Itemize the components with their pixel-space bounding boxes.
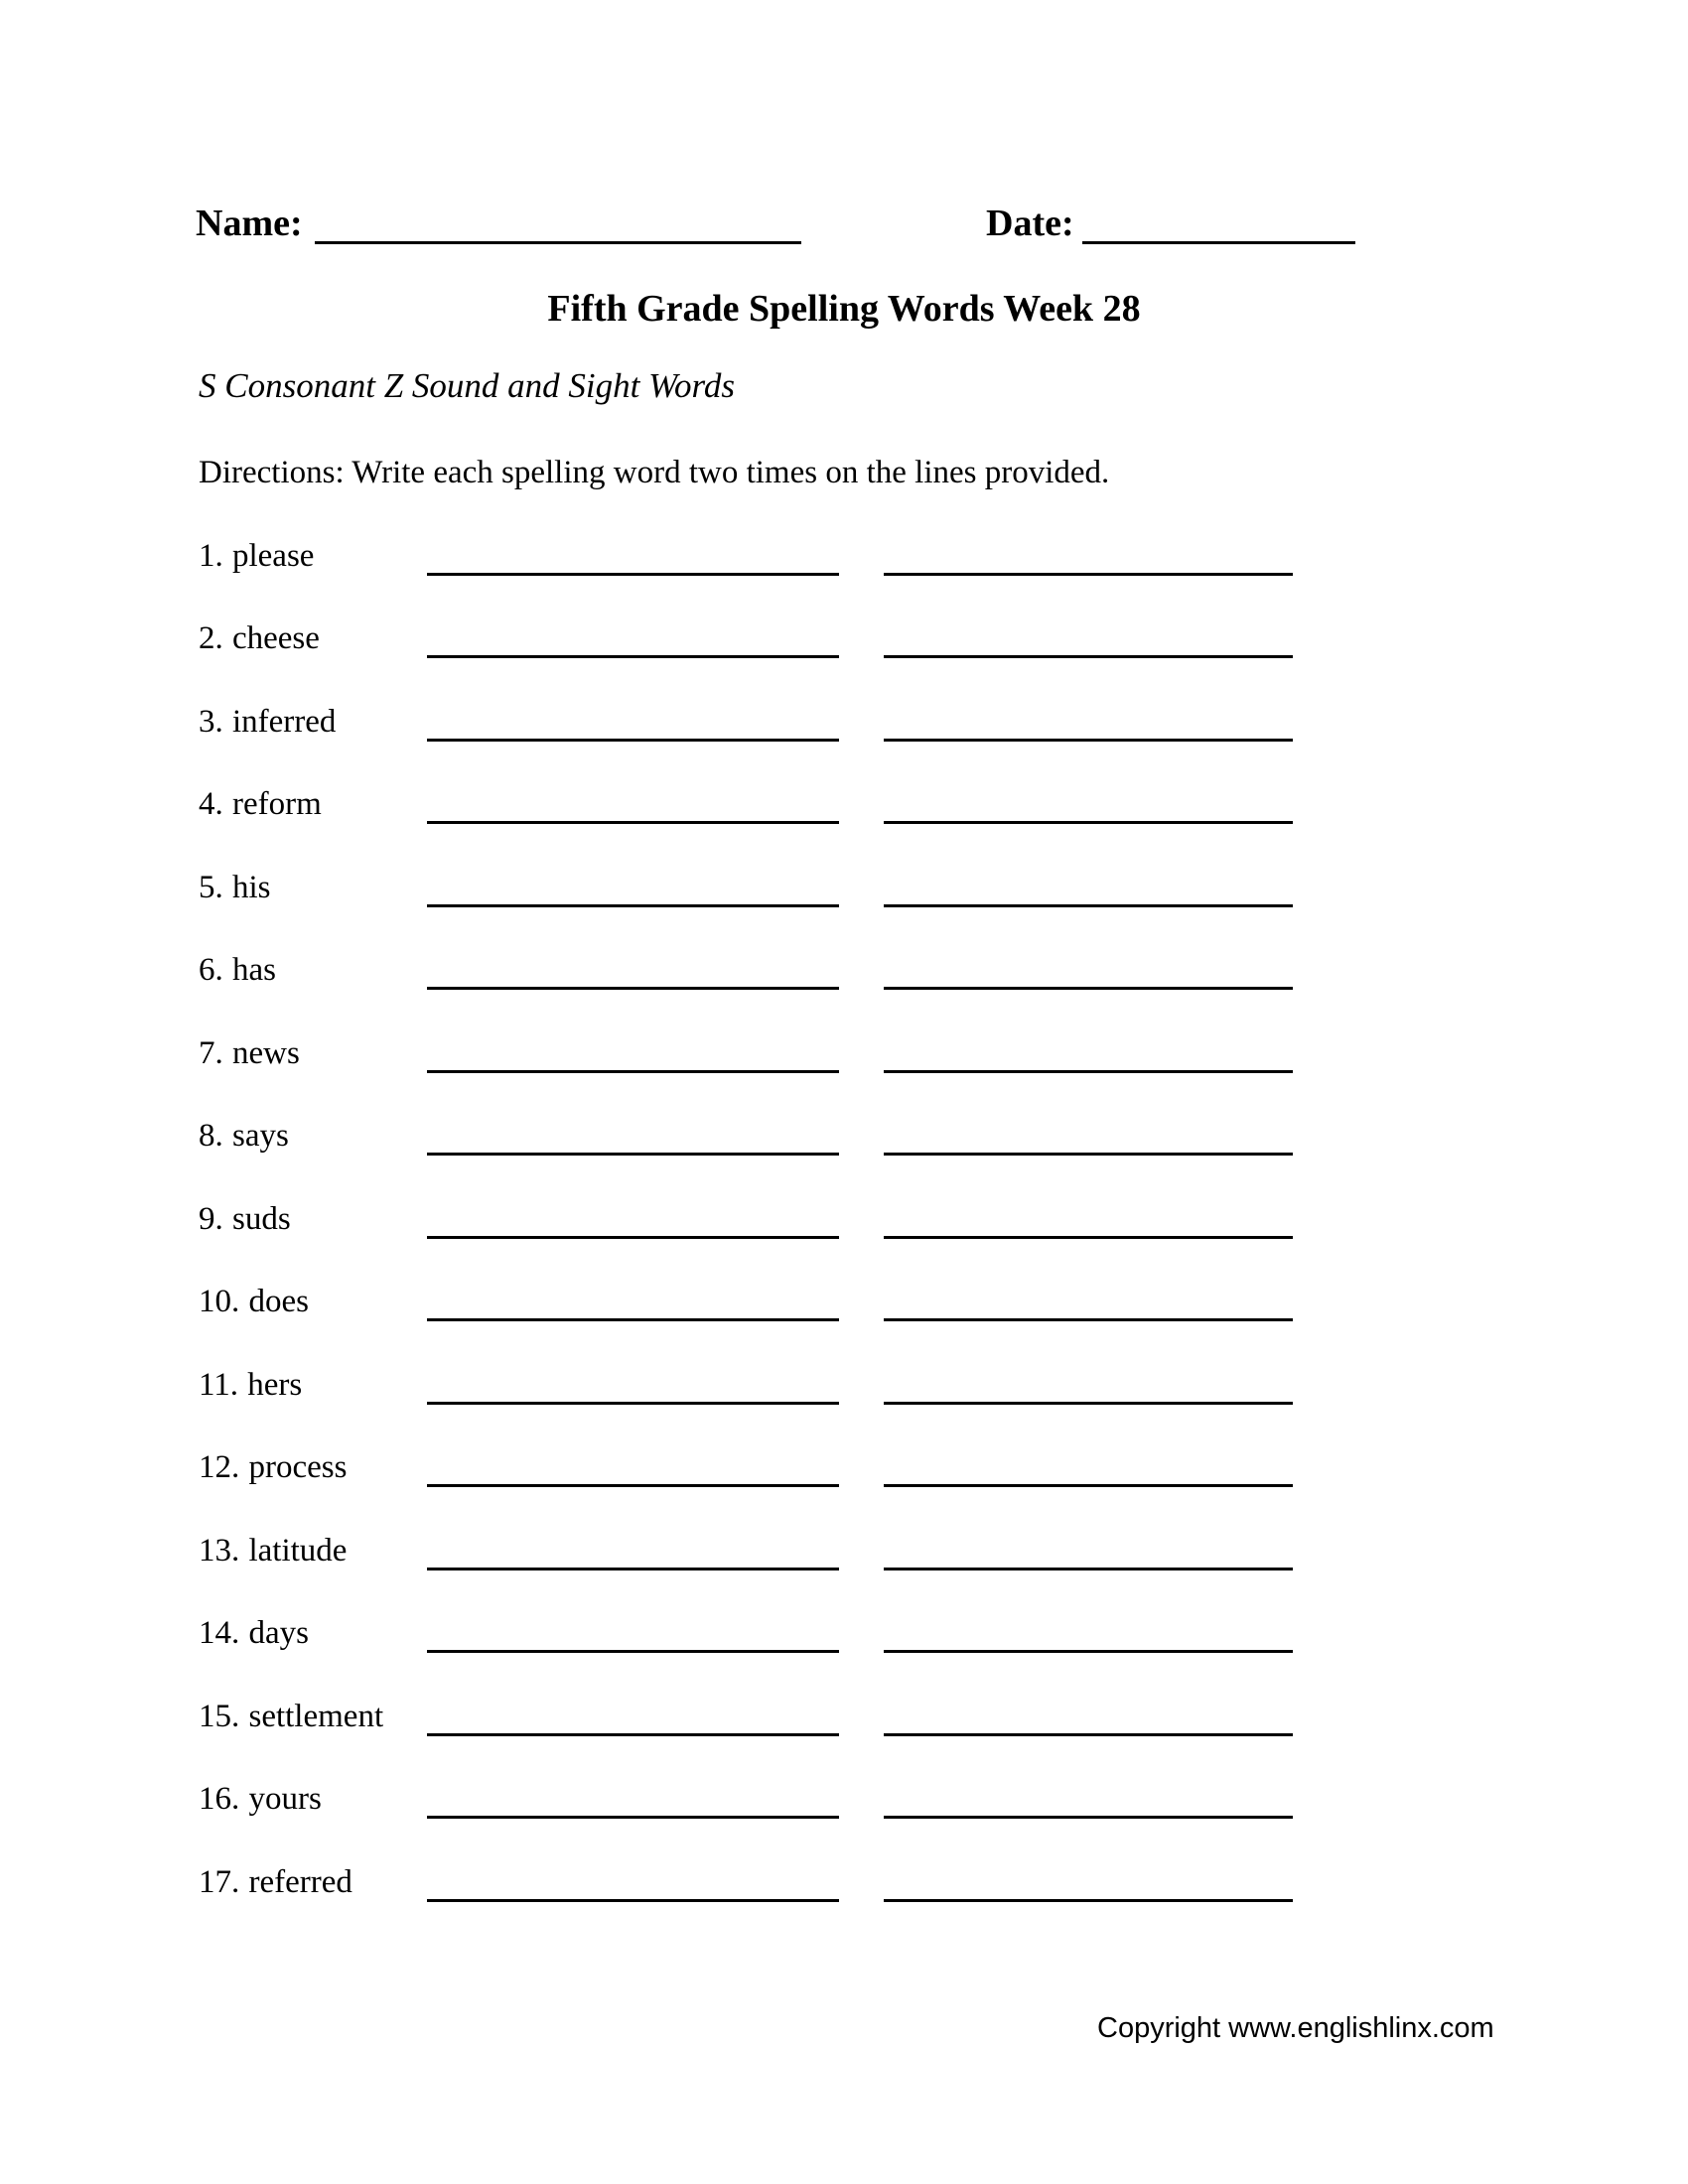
word-label <box>199 1781 427 1819</box>
spelling-word: cheese <box>231 620 320 657</box>
name-label: Name: <box>196 203 303 244</box>
word-number: 14. <box>199 1615 240 1652</box>
spelling-word: settlement <box>248 1698 384 1734</box>
word-label <box>199 1367 427 1405</box>
page-title: Fifth Grade Spelling Words Week 28 <box>547 288 1141 330</box>
word-label <box>199 620 427 658</box>
word-label <box>199 786 427 824</box>
spelling-word: process <box>248 1449 348 1486</box>
word-number: 10. <box>199 1284 240 1320</box>
lesson-subtitle: S Consonant Z Sound and Sight Words <box>199 366 735 405</box>
practice-line-1 <box>427 655 839 658</box>
word-row <box>199 1487 1331 1570</box>
practice-line-2 <box>884 1733 1293 1736</box>
word-label <box>199 952 427 990</box>
practice-line-1 <box>427 904 839 907</box>
practice-line-2 <box>884 1650 1293 1653</box>
word-row <box>199 658 1331 742</box>
practice-line-2 <box>884 1484 1293 1487</box>
word-row <box>199 492 1331 576</box>
spelling-word: latitude <box>248 1532 348 1569</box>
practice-line-2 <box>884 1236 1293 1239</box>
practice-line-1 <box>427 821 839 824</box>
practice-line-2 <box>884 987 1293 990</box>
word-row <box>199 742 1331 825</box>
word-number: 9. <box>199 1200 223 1237</box>
word-row <box>199 1736 1331 1820</box>
practice-line-2 <box>884 1816 1293 1819</box>
practice-line-1 <box>427 1153 839 1156</box>
practice-line-1 <box>427 1484 839 1487</box>
word-number: 6. <box>199 952 223 989</box>
word-label <box>199 1533 427 1570</box>
spelling-word-list <box>199 492 1331 1902</box>
word-label <box>199 1449 427 1487</box>
word-label <box>199 1118 427 1156</box>
word-number: 4. <box>199 786 223 823</box>
word-label <box>199 1615 427 1653</box>
spelling-word: inferred <box>231 703 337 740</box>
practice-line-1 <box>427 1402 839 1405</box>
word-row <box>199 824 1331 907</box>
spelling-word: news <box>231 1034 300 1071</box>
word-label <box>199 1035 427 1073</box>
practice-line-1 <box>427 1899 839 1902</box>
word-row <box>199 990 1331 1073</box>
word-number: 3. <box>199 703 223 740</box>
practice-line-2 <box>884 655 1293 658</box>
word-number: 7. <box>199 1034 223 1071</box>
practice-line-1 <box>427 573 839 576</box>
practice-line-2 <box>884 739 1293 742</box>
word-number: 8. <box>199 1118 223 1155</box>
practice-line-2 <box>884 1153 1293 1156</box>
practice-line-1 <box>427 987 839 990</box>
practice-line-1 <box>427 739 839 742</box>
practice-line-2 <box>884 1070 1293 1073</box>
practice-line-2 <box>884 821 1293 824</box>
word-number: 11. <box>199 1366 239 1403</box>
date-blank-line <box>1082 241 1355 244</box>
practice-line-2 <box>884 1899 1293 1902</box>
directions-text: Directions: Write each spelling word two times on the lines provided. <box>199 455 1110 490</box>
spelling-word: says <box>231 1118 289 1155</box>
word-number: 15. <box>199 1698 240 1734</box>
spelling-word: suds <box>231 1200 291 1237</box>
copyright-text: Copyright www.englishlinx.com <box>1097 2012 1494 2044</box>
practice-line-1 <box>427 1236 839 1239</box>
word-number: 1. <box>199 537 223 574</box>
word-number: 2. <box>199 620 223 657</box>
word-row <box>199 1321 1331 1405</box>
spelling-word: please <box>231 537 315 574</box>
practice-line-1 <box>427 1318 839 1321</box>
spelling-word: yours <box>248 1781 322 1818</box>
word-number: 12. <box>199 1449 240 1486</box>
practice-line-2 <box>884 904 1293 907</box>
word-label <box>199 870 427 907</box>
word-number: 13. <box>199 1532 240 1569</box>
practice-line-2 <box>884 1318 1293 1321</box>
practice-line-2 <box>884 573 1293 576</box>
name-blank-line <box>315 241 801 244</box>
word-label <box>199 1699 427 1736</box>
spelling-word: days <box>248 1615 309 1652</box>
date-label: Date: <box>986 203 1074 244</box>
word-row <box>199 1405 1331 1488</box>
practice-line-2 <box>884 1568 1293 1570</box>
word-label <box>199 704 427 742</box>
word-label <box>199 1864 427 1902</box>
word-label <box>199 538 427 576</box>
practice-line-1 <box>427 1568 839 1570</box>
word-number: 5. <box>199 869 223 905</box>
spelling-word: reform <box>231 786 322 823</box>
practice-line-1 <box>427 1650 839 1653</box>
word-row <box>199 1239 1331 1322</box>
spelling-word: hers <box>247 1366 303 1403</box>
practice-line-1 <box>427 1733 839 1736</box>
word-row <box>199 1653 1331 1736</box>
word-label <box>199 1284 427 1321</box>
practice-line-1 <box>427 1070 839 1073</box>
word-row <box>199 1819 1331 1902</box>
word-row <box>199 907 1331 991</box>
word-row <box>199 1570 1331 1654</box>
spelling-word: referred <box>248 1863 352 1900</box>
spelling-word: his <box>231 869 271 905</box>
practice-line-1 <box>427 1816 839 1819</box>
word-row <box>199 1073 1331 1157</box>
practice-line-2 <box>884 1402 1293 1405</box>
word-row <box>199 576 1331 659</box>
word-number: 16. <box>199 1781 240 1818</box>
word-number: 17. <box>199 1863 240 1900</box>
spelling-word: has <box>231 952 276 989</box>
word-row <box>199 1156 1331 1239</box>
spelling-word: does <box>248 1284 309 1320</box>
word-label <box>199 1201 427 1239</box>
